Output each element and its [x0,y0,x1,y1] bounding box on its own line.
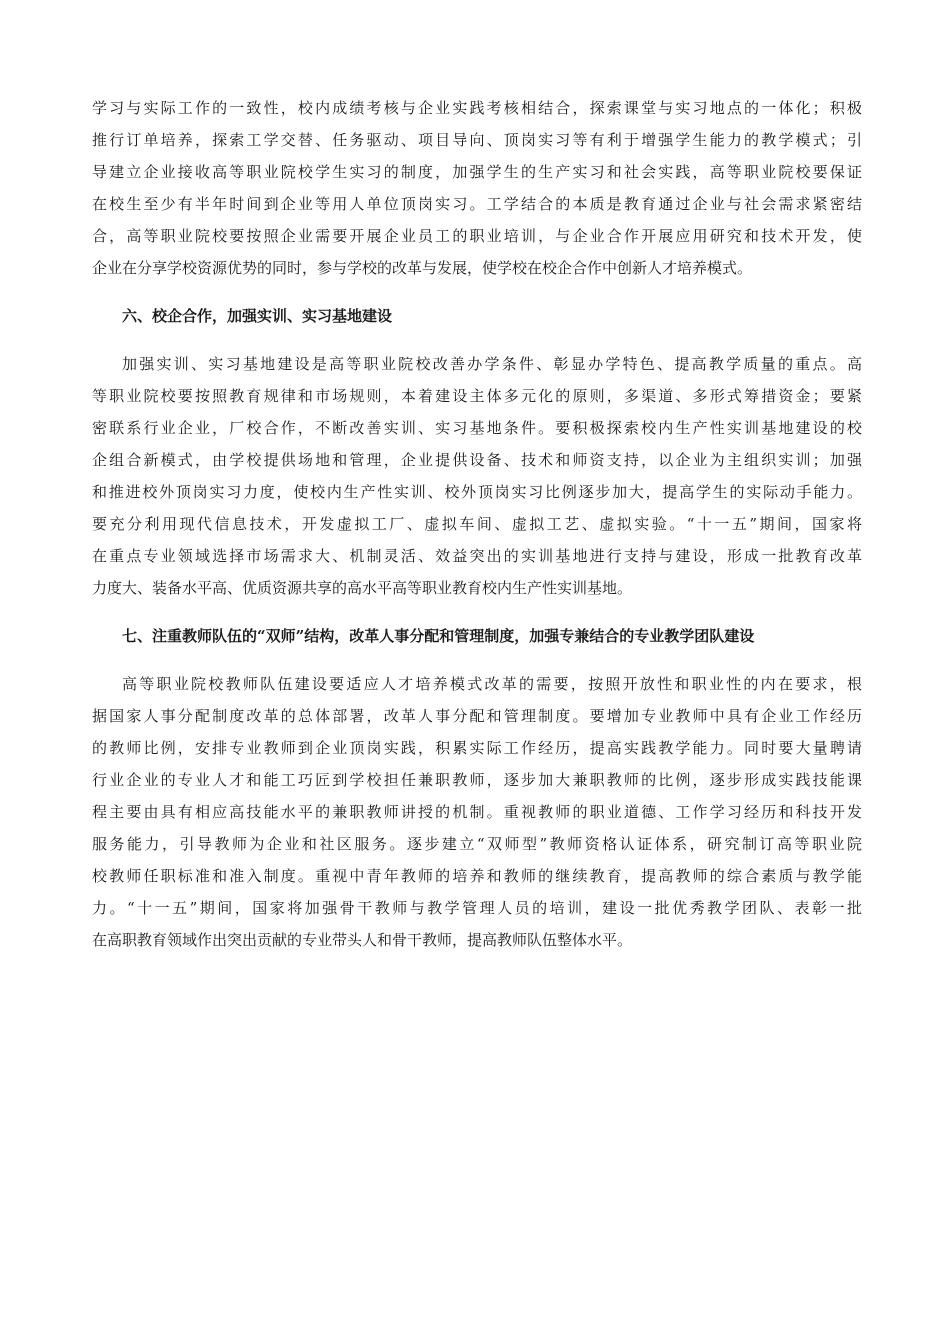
text-line: 要充分利用现代信息技术，开发虚拟工厂、虚拟车间、虚拟工艺、虚拟实验。“十一五”期间，国家将 [92,515,862,533]
text-line: 企业在分享学校资源优势的同时，参与学校的改革与发展，使学校在校企合作中创新人才培养模式。 [92,259,753,277]
text-line: 力。“十一五”期间，国家将加强骨干教师与教学管理人员的培训，建设一批优秀教学团队、表彰一批 [92,899,862,917]
paragraph-teacher-team [92,668,862,956]
text-line: 企组合新模式，由学校提供场地和管理，企业提供设备、技术和师资支持，以企业为主组织实训；加强 [92,451,862,469]
text-line: 学习与实际工作的一致性，校内成绩考核与企业实践考核相结合，探索课堂与实习地点的一体化；积极 [92,99,862,117]
section-heading-7: 七、注重教师队伍的“双师”结构，改革人事分配和管理制度，加强专兼结合的专业教学团队建设 [122,627,755,645]
text-line: 推行订单培养，探索工学交替、任务驱动、项目导向、顶岗实习等有利于增强学生能力的教学模式；引 [92,131,862,149]
text-line: 合，高等职业院校要按照企业需要开展企业员工的职业培训，与企业合作开展应用研究和技术开发，使 [92,227,862,245]
text-line: 高等职业院校教师队伍建设要适应人才培养模式改革的需要，按照开放性和职业性的内在要求，根 [122,675,862,693]
text-line: 导建立企业接收高等职业院校学生实习的制度，加强学生的生产实习和社会实践，高等职业院校要保证 [92,163,862,181]
text-line: 在重点专业领域选择市场需求大、机制灵活、效益突出的实训基地进行支持与建设，形成一批教育改革 [92,547,862,565]
text-line: 密联系行业企业，厂校合作，不断改善实训、实习基地条件。要积极探索校内生产性实训基地建设的校 [92,419,862,437]
text-line: 服务能力，引导教师为企业和社区服务。逐步建立“双师型”教师资格认证体系，研究制订高等职业院 [92,835,862,853]
text-line: 和推进校外顶岗实习力度，使校内生产性实训、校外顶岗实习比例逐步加大，提高学生的实际动手能力。 [92,483,862,501]
text-line: 在高职教育领域作出突出贡献的专业带头人和骨干教师，提高教师队伍整体水平。 [92,931,633,949]
text-line: 校教师任职标准和准入制度。重视中青年教师的培养和教师的继续教育，提高教师的综合素质与教学能 [92,867,862,885]
paragraph-work-study-integration [92,92,862,284]
section-heading-6: 六、校企合作，加强实训、实习基地建设 [122,307,393,325]
paragraph-training-base [92,348,862,604]
text-line: 等职业院校要按照教育规律和市场规则，本着建设主体多元化的原则，多渠道、多形式筹措资金；要紧 [92,387,862,405]
text-line: 在校生至少有半年时间到企业等用人单位顶岗实习。工学结合的本质是教育通过企业与社会需求紧密结 [92,195,862,213]
text-line: 行业企业的专业人才和能工巧匠到学校担任兼职教师，逐步加大兼职教师的比例，逐步形成实践技能课 [92,771,862,789]
text-line: 据国家人事分配制度改革的总体部署，改革人事分配和管理制度。要增加专业教师中具有企业工作经历 [92,707,862,725]
text-line: 力度大、装备水平高、优质资源共享的高水平高等职业教育校内生产性实训基地。 [92,579,633,597]
text-line: 程主要由具有相应高技能水平的兼职教师讲授的机制。重视教师的职业道德、工作学习经历和科技开发 [92,803,862,821]
text-line: 的教师比例，安排专业教师到企业顶岗实践，积累实际工作经历，提高实践教学能力。同时要大量聘请 [92,739,862,757]
document-page [92,92,862,956]
text-line: 加强实训、实习基地建设是高等职业院校改善办学条件、彰显办学特色、提高教学质量的重点。高 [122,355,862,373]
